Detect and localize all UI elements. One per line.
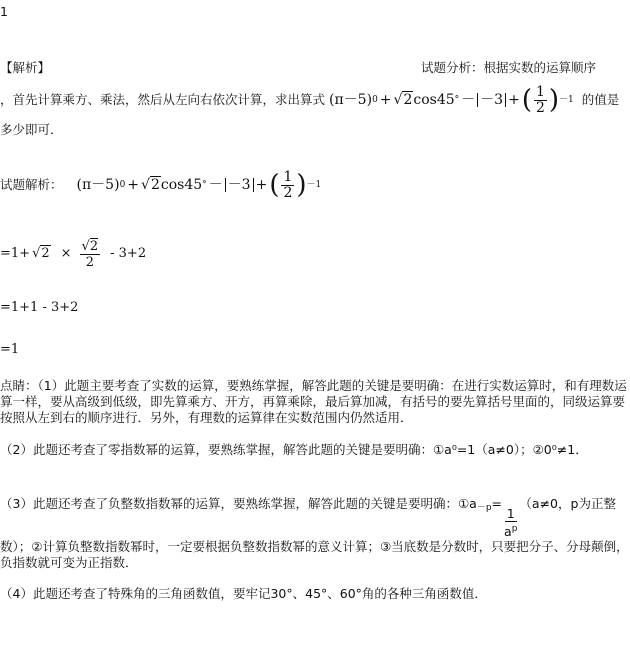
note-3-sub: －p [476,503,492,513]
question-number: 1 [0,4,8,19]
expr-cos: cos45 [413,92,455,108]
solution-label: 试题解析： [0,177,63,192]
solution-line [0,165,321,205]
expr-plus: + [379,92,392,108]
analysis-head: 试题分析：根据实数的运算顺序 [421,60,597,75]
expr-plus-2: + [508,92,520,108]
note-3-eq: = [491,496,503,511]
note-3-fraction: $\frac{1}{a^p}$ [504,506,518,540]
analysis-line-b: 多少即可． [0,122,63,137]
step-1-sqrt: √2 [32,246,50,261]
step-1-prefix: =1+ [0,246,31,261]
note-3-rest: （a≠0，p为正整数）；②计算负整数指数幂时，一定要根据负整数指数幂的意义计算；③当底数是分数时，只要把分子、分母颠倒，负指数就可变为正指数． [0,496,629,571]
inline-expression: ( π－5 ) 0 + √2 cos45 ° － －3 + ( $\frac{1}{2}$ ) －1 [329,83,574,116]
note-3-start: （3）此题还考查了负整数指数幂的运算，要熟练掌握，解答此题的关键是要明确：①a [0,496,477,511]
expr-neg-exp: －1 [559,95,574,105]
analysis-tag: 【解析】 [0,60,51,75]
expr-deg: ° [454,95,460,105]
expr-abs: －3 [477,93,506,107]
solution-expression: ( π－5 ) 0 + √2 cos45 ° － －3 + ( $\frac{1}{2}$ ) －1 [76,168,322,201]
note-1: 点睛：（1）此题主要考查了实数的运算，要熟练掌握，解答此题的关键是要明确：在进行实数运算时，和有理数运算一样，要从高级到低级，即先算乘方、开方，再算乘除，最后算加减，有括号的要先算括号里面的，同级运算要按照从左到右的顺序进行．另外，有理数的运算律在实数范围内仍然适用． [0,378,627,425]
expr-sqrt: √2 [393,92,413,108]
expr-term1-base: π－5 [334,92,367,108]
expr-term1-exp: 0 [372,95,378,105]
step-1 [0,234,146,274]
expr-minus: － [461,92,476,108]
step-2: =1+1 - 3+2 [0,300,79,315]
step-1-fraction: $\frac{√2}{2}$ [81,238,99,270]
note-4: （4）此题还考查了特殊角的三角函数值，要牢记30°、45°、60°角的各种三角函数值． [0,586,487,601]
analysis-line-a [0,80,619,120]
note-3 [0,496,630,571]
step-1-suffix: - 3+2 [110,246,147,261]
step-3: =1 [0,342,20,357]
expr-fraction: $\frac{1}{2}$ [535,83,545,116]
analysis-line-a-text: ，首先计算乘方、乘法，然后从左向右依次计算，求出算式 [0,92,326,107]
step-1-times: × [60,246,72,261]
note-2: （2）此题还考查了零指数幂的运算，要熟练掌握，解答此题的关键是要明确：①a⁰=1（a≠0）；②0⁰≠1． [0,442,588,457]
analysis-line-a-tail: 的值是 [581,92,620,107]
